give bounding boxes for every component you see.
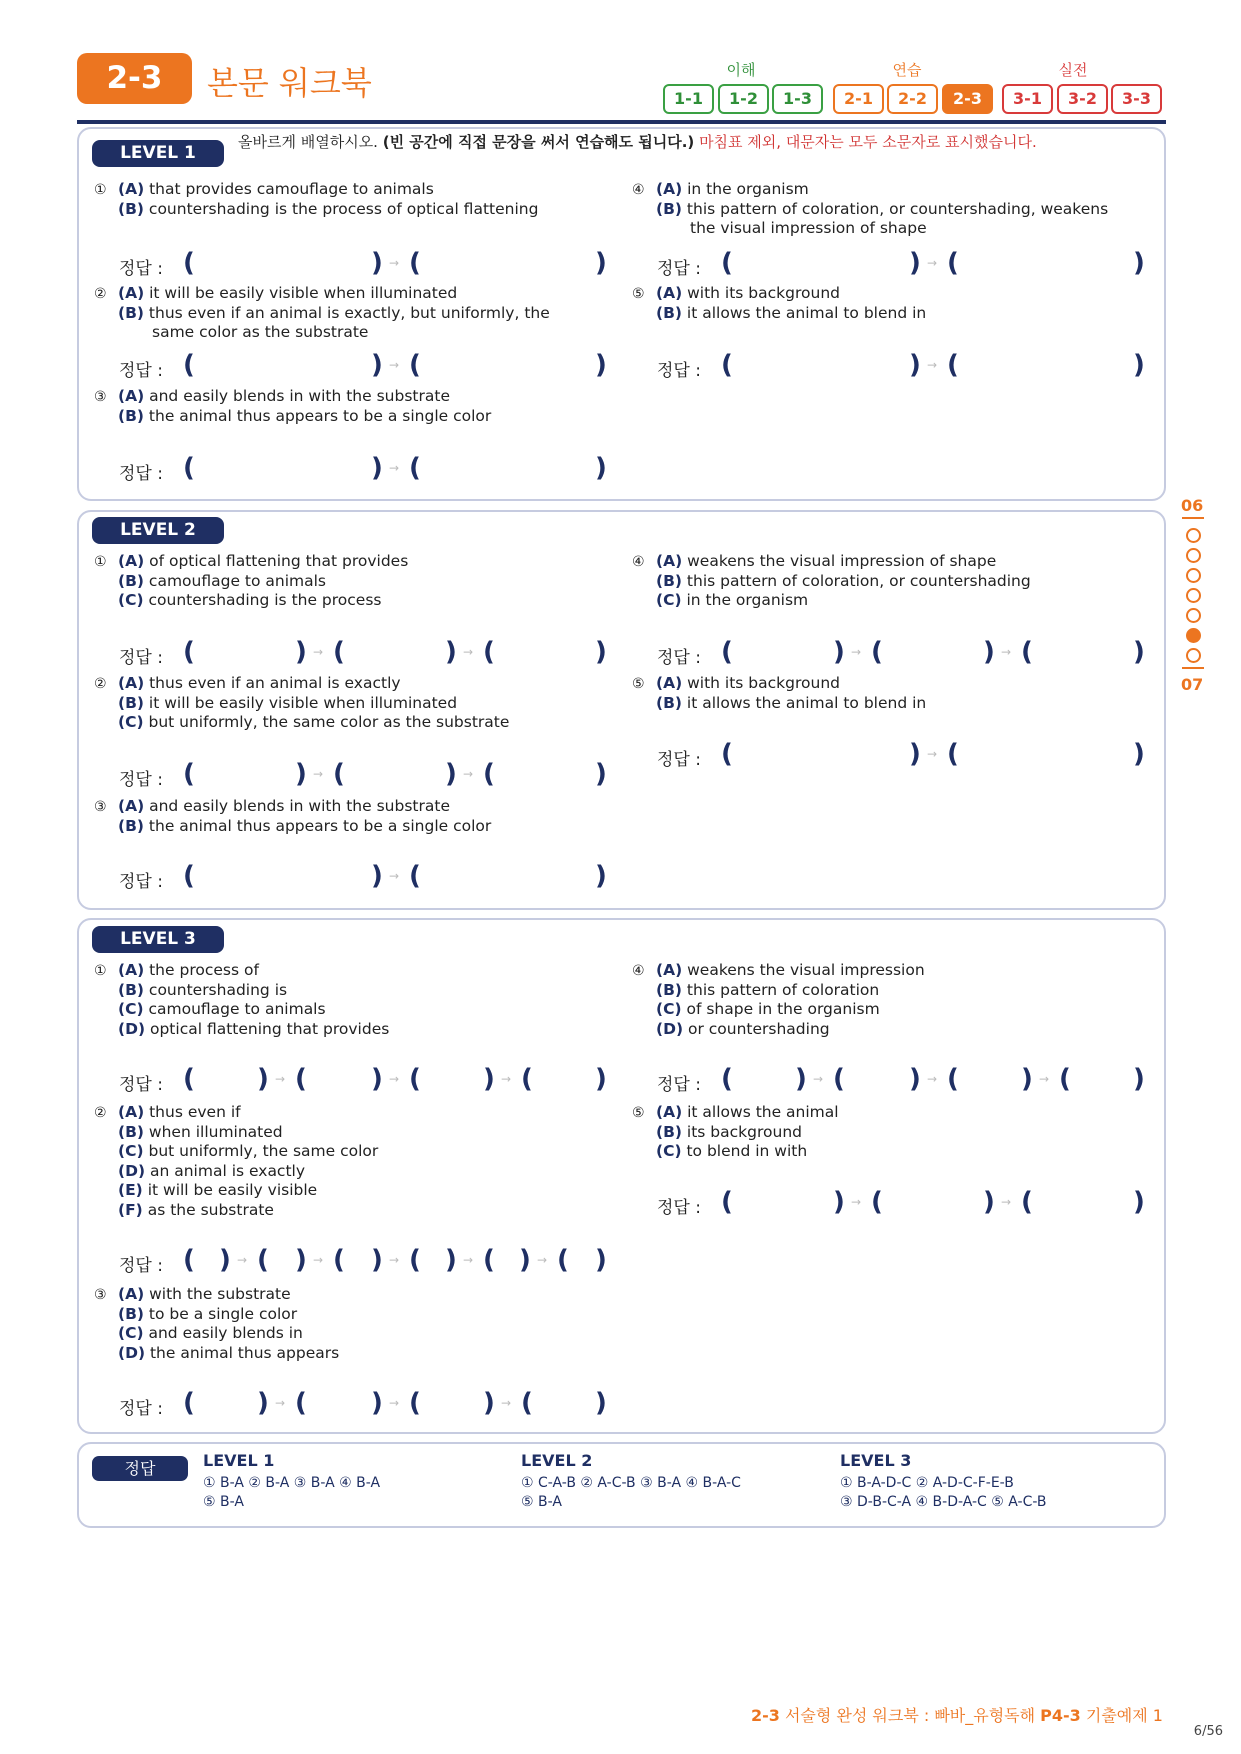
l3-answer-5[interactable]: 정답 : ( ) → ( ) → ( ) <box>657 1187 1145 1218</box>
l3-answer-1[interactable]: 정답 : ( ) → ( ) → ( ) → ( ) <box>119 1064 607 1095</box>
answer-key-l1-title: LEVEL 1 <box>203 1451 275 1470</box>
category-practice: 연습 <box>892 61 922 79</box>
level2-badge: LEVEL 2 <box>92 517 224 544</box>
answer-key-l3-line1: ① B-A-D-C ② A-D-C-F-E-B <box>840 1475 1014 1491</box>
tab-1-2[interactable]: 1-2 <box>718 84 769 114</box>
tab-3-2[interactable]: 3-2 <box>1057 84 1108 114</box>
l2-answer-2[interactable]: 정답 : ( ) → ( ) → ( ) <box>119 759 607 790</box>
l3-question-2: ② (A) thus even if (B) when illuminated (C) but uniformly, the same color (D) an animal is exactly (E) it will be easily visible (F) as the substrate <box>94 1103 379 1219</box>
l2-answer-5[interactable]: 정답 : ( ) → ( ) <box>657 739 1145 770</box>
l1-answer-5[interactable]: 정답 : ( ) → ( ) <box>657 350 1145 381</box>
page-number: 6/56 <box>1193 1724 1223 1739</box>
level1-badge: LEVEL 1 <box>92 140 224 167</box>
l2-question-3: ③ (A) and easily blends in with the substrate (B) the animal thus appears to be a single color <box>94 797 492 835</box>
l1-question-5: ⑤ (A) with its background (B) it allows the animal to blend in <box>632 284 927 322</box>
side-nav-bottom-number: 07 <box>1181 675 1204 694</box>
answer-key-l1-line2: ⑤ B-A <box>203 1494 244 1510</box>
l3-answer-4[interactable]: 정답 : ( ) → ( ) → ( ) → ( ) <box>657 1064 1145 1095</box>
l3-question-1: ① (A) the process of (B) countershading is (C) camouflage to animals (D) optical flattening that provides <box>94 961 390 1038</box>
tab-2-2[interactable]: 2-2 <box>887 84 938 114</box>
tab-2-1[interactable]: 2-1 <box>833 84 884 114</box>
tab-3-3[interactable]: 3-3 <box>1111 84 1162 114</box>
page-title: 본문 워크북 <box>207 64 372 102</box>
answer-key-badge: 정답 <box>92 1456 188 1481</box>
header-divider <box>77 120 1166 124</box>
l2-answer-3[interactable]: 정답 : ( ) → ( ) <box>119 861 607 892</box>
l3-answer-3[interactable]: 정답 : ( ) → ( ) → ( ) → ( ) <box>119 1388 607 1419</box>
l1-answer-3[interactable]: 정답 : ( ) → ( ) <box>119 453 607 484</box>
l1-question-1: ① (A) that provides camouflage to animals (B) countershading is the process of optical flattening <box>94 180 539 218</box>
l3-answer-2[interactable]: 정답 : ( ) → ( ) → ( ) → ( ) → ( ) → ( ) <box>119 1245 607 1276</box>
side-nav-bottom-line <box>1182 667 1204 669</box>
category-understand: 이해 <box>726 61 756 79</box>
category-real: 실전 <box>1058 61 1088 79</box>
l1-answer-4[interactable]: 정답 : ( ) → ( ) <box>657 248 1145 279</box>
answer-key-l2-title: LEVEL 2 <box>521 1451 593 1470</box>
answer-key-l2-line2: ⑤ B-A <box>521 1494 562 1510</box>
l2-question-2: ② (A) thus even if an animal is exactly (B) it will be easily visible when illuminated (C) but uniformly, the same color as the substrate <box>94 674 510 731</box>
answer-key-l3-title: LEVEL 3 <box>840 1451 912 1470</box>
l3-question-5: ⑤ (A) it allows the animal (B) its background (C) to blend in with <box>632 1103 839 1160</box>
l1-question-3: ③ (A) and easily blends in with the substrate (B) the animal thus appears to be a single color <box>94 387 492 425</box>
l1-question-2: ② (A) it will be easily visible when illuminated (B) thus even if an animal is exactly, but uniformly, the same color as the substrate <box>94 284 550 341</box>
tab-2-3[interactable]: 2-3 <box>942 84 993 114</box>
l3-question-4: ④ (A) weakens the visual impression (B) this pattern of coloration (C) of shape in the organism (D) or countershading <box>632 961 925 1038</box>
side-nav-dot-4[interactable] <box>1186 588 1201 603</box>
l2-answer-4[interactable]: 정답 : ( ) → ( ) → ( ) <box>657 637 1145 668</box>
side-nav-dot-3[interactable] <box>1186 568 1201 583</box>
side-nav-dot-5[interactable] <box>1186 608 1201 623</box>
instruction: 올바르게 배열하시오. (빈 공간에 직접 문장을 써서 연습해도 됩니다.) 마침표 제외, 대문자는 모두 소문자로 표시했습니다. <box>238 133 1037 151</box>
l1-question-4: ④ (A) in the organism (B) this pattern of coloration, or countershading, weakens the visual impression of shape <box>632 180 1109 237</box>
answer-key-l3-line2: ③ D-B-C-A ④ B-D-A-C ⑤ A-C-B <box>840 1494 1047 1510</box>
l2-question-5: ⑤ (A) with its background (B) it allows the animal to blend in <box>632 674 927 712</box>
side-nav-top-line <box>1182 517 1204 519</box>
section-badge: 2-3 <box>77 53 192 104</box>
l2-question-1: ① (A) of optical flattening that provides (B) camouflage to animals (C) countershading is the process <box>94 552 409 609</box>
level3-badge: LEVEL 3 <box>92 926 224 953</box>
l2-question-4: ④ (A) weakens the visual impression of shape (B) this pattern of coloration, or countershading (C) in the organism <box>632 552 1031 609</box>
answer-key-l2-line1: ① C-A-B ② A-C-B ③ B-A ④ B-A-C <box>521 1475 741 1491</box>
tab-1-1[interactable]: 1-1 <box>663 84 714 114</box>
side-nav-dot-7[interactable] <box>1186 648 1201 663</box>
side-nav-dot-6-active[interactable] <box>1186 628 1201 643</box>
answer-key-l1-line1: ① B-A ② B-A ③ B-A ④ B-A <box>203 1475 381 1491</box>
l3-question-3: ③ (A) with the substrate (B) to be a single color (C) and easily blends in (D) the animal thus appears <box>94 1285 340 1362</box>
tab-1-3[interactable]: 1-3 <box>772 84 823 114</box>
side-nav-top-number: 06 <box>1181 496 1204 515</box>
tab-3-1[interactable]: 3-1 <box>1002 84 1053 114</box>
side-nav-dot-1[interactable] <box>1186 528 1201 543</box>
l2-answer-1[interactable]: 정답 : ( ) → ( ) → ( ) <box>119 637 607 668</box>
l1-answer-1[interactable]: 정답 : ( ) → ( ) <box>119 248 607 279</box>
l1-answer-2[interactable]: 정답 : ( ) → ( ) <box>119 350 607 381</box>
side-nav-dot-2[interactable] <box>1186 548 1201 563</box>
footer-caption: 2-3 서술형 완성 워크북 : 빠바_유형독해 P4-3 기출예제 1 <box>750 1706 1163 1725</box>
